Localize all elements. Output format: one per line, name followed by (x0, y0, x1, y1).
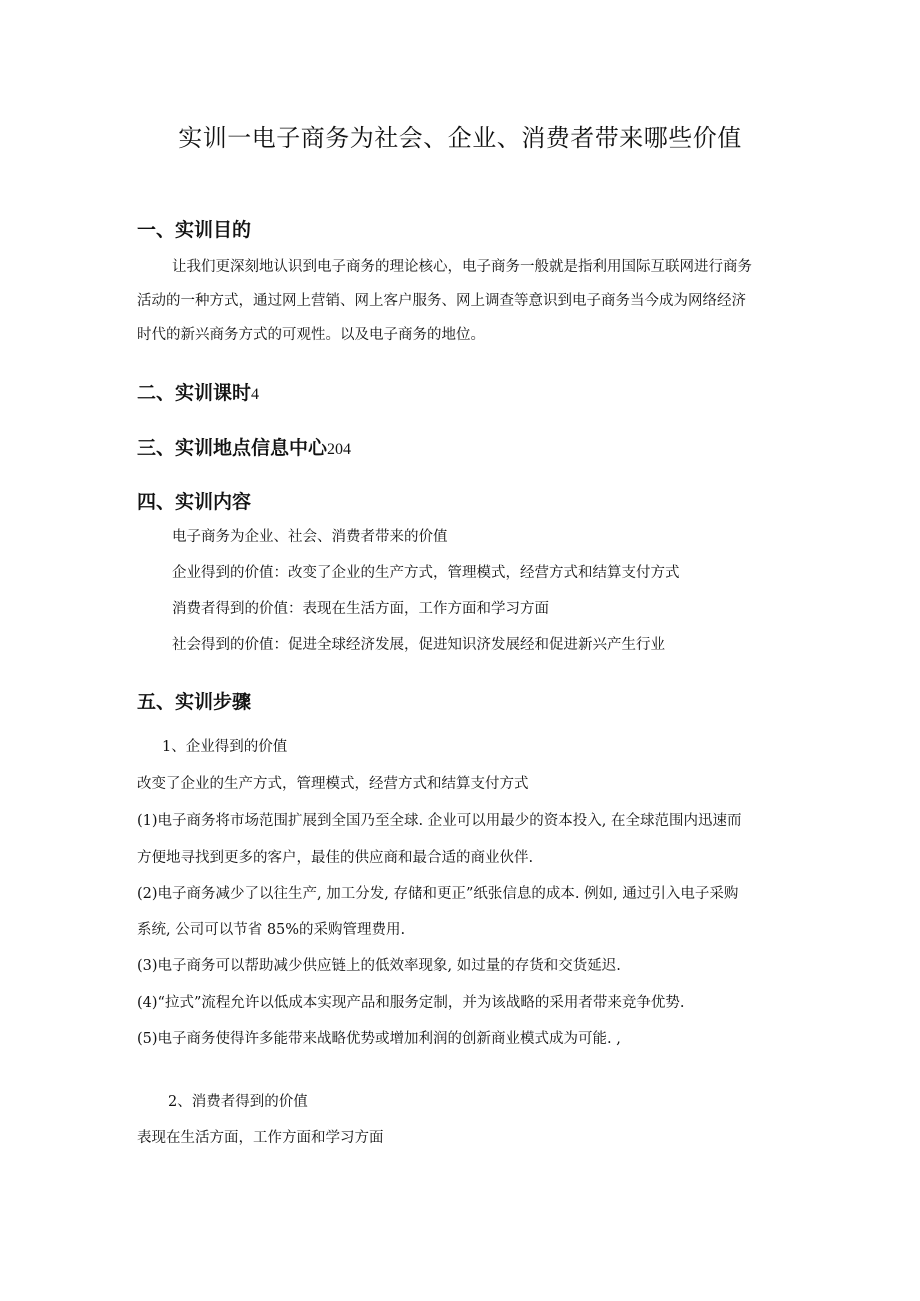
section-heading-hours (137, 378, 259, 405)
content-line-4: 社会得到的价值：促进全球经济发展，促进知识济发展经和促进新兴产生行业 (172, 637, 665, 653)
objective-line-2: 活动的一种方式，通过网上营销、网上客户服务、网上调查等意识到电子商务当今成为网络经济 (137, 293, 746, 309)
content-line-3: 消费者得到的价值：表现在生活方面，工作方面和学习方面 (172, 601, 549, 617)
step-1-line-6: (3)电子商务可以帮助减少供应链上的低效率现象, 如过量的存货和交货延迟. (137, 958, 621, 974)
step-1-line-4: (2)电子商务减少了以往生产, 加工分发, 存储和更正”纸张信息的成本. 例如, 通过引入电子采购 (137, 886, 739, 902)
location-heading-text: 三、实训地点信息中心 (137, 437, 328, 459)
hours-value: 4 (251, 386, 260, 403)
objective-line-3: 时代的新兴商务方式的可观性。以及电子商务的地位。 (137, 327, 485, 343)
step-1-line-7: (4)“拉式”流程允许以低成本实现产品和服务定制，并为该战略的采用者带来竞争优势. (137, 995, 685, 1011)
content-line-1: 电子商务为企业、社会、消费者带来的价值 (172, 529, 448, 545)
step-2-line-1: 表现在生活方面，工作方面和学习方面 (137, 1130, 384, 1146)
step-1-line-3: 方便地寻找到更多的客户，最佳的供应商和最合适的商业伙伴. (137, 850, 534, 866)
hours-heading-text: 二、实训课时 (137, 382, 252, 404)
step-1-line-8: (5)电子商务使得许多能带来战略优势或增加利润的创新商业模式成为可能. , (137, 1031, 621, 1047)
section-heading-content: 四、实训内容 (137, 491, 252, 513)
section-heading-location (137, 433, 351, 460)
step-2-label: 2、消费者得到的价值 (168, 1094, 308, 1110)
section-heading-steps: 五、实训步骤 (137, 691, 252, 713)
document-title: 实训一电子商务为社会、企业、消费者带来哪些价值 (178, 124, 742, 152)
step-1-line-5: 系统, 公司可以节省 85%的采购管理费用. (137, 922, 406, 938)
objective-line-1: 让我们更深刻地认识到电子商务的理论核心，电子商务一般就是指利用国际互联网进行商务 (172, 259, 752, 275)
content-line-2: 企业得到的价值：改变了企业的生产方式，管理模式，经营方式和结算支付方式 (172, 565, 680, 581)
step-1-line-1: 改变了企业的生产方式，管理模式，经营方式和结算支付方式 (137, 776, 529, 792)
step-1-label: 1、企业得到的价值 (162, 739, 288, 755)
step-1-line-2: (1)电子商务将市场范围扩展到全国乃至全球. 企业可以用最少的资本投入, 在全球范围内迅速而 (137, 813, 742, 829)
location-room: 204 (327, 441, 352, 458)
section-heading-objective: 一、实训目的 (137, 219, 252, 241)
